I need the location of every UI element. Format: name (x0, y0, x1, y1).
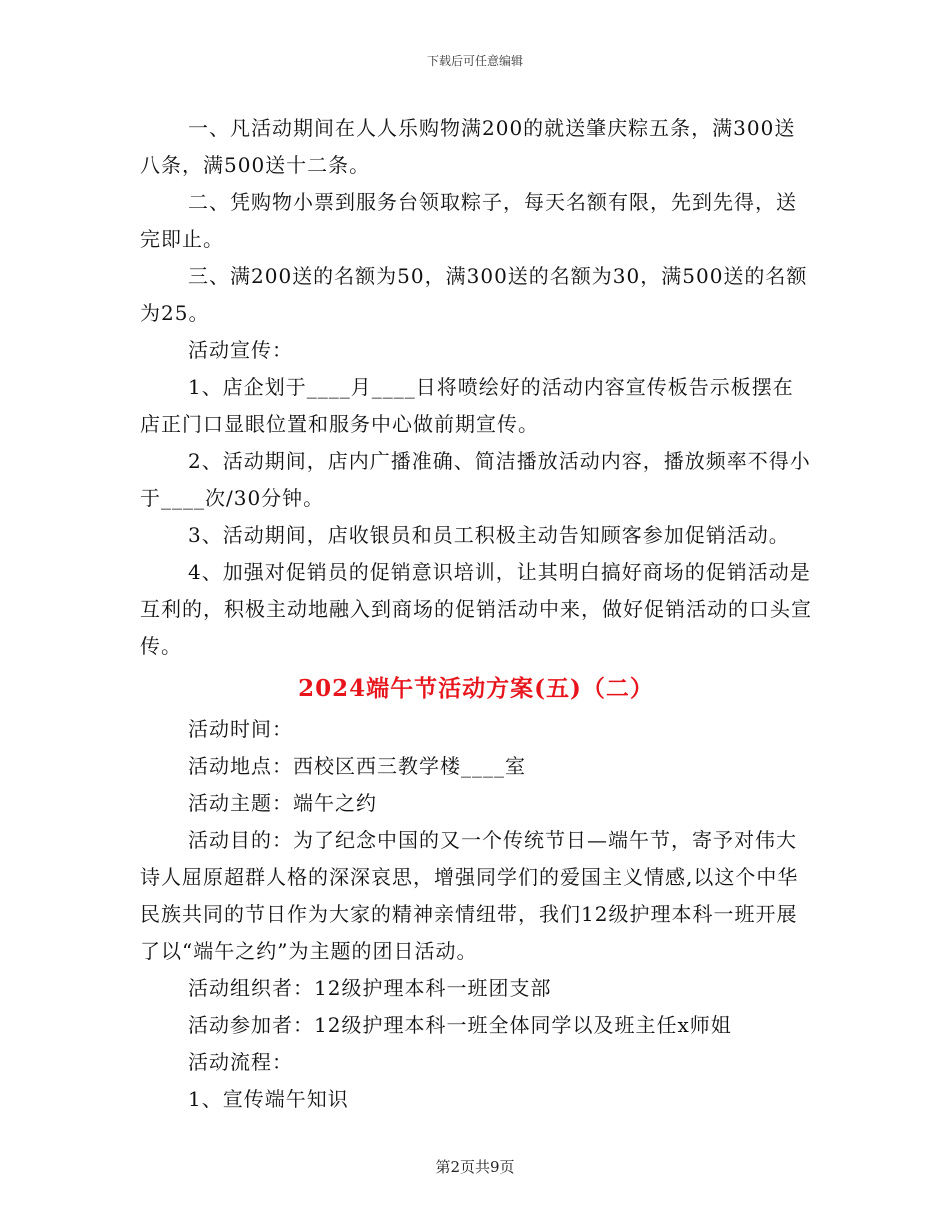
paragraph: 活动主题：端午之约 (188, 791, 377, 815)
page-number: 第2页共9页 (435, 1158, 515, 1176)
paragraph: 4、加强对促销员的促销意识培训，让其明白搞好商场的促销活动是互利的，积极主动地融入到商场的促销活动中来，做好促销活动的口头宣传。 (140, 560, 812, 658)
paragraph: 活动地点：西校区西三教学楼____室 (188, 754, 526, 778)
paragraph: 活动组织者：12级护理本科一班团支部 (188, 976, 552, 1000)
header-note: 下载后可任意编辑 (426, 54, 523, 68)
paragraph: 1、店企划于____月____日将喷绘好的活动内容宣传板告示板摆在店正门口显眼位置和服务中心做前期宣传。 (140, 375, 794, 436)
paragraph: 活动流程： (188, 1050, 293, 1074)
paragraph: 2、活动期间，店内广播准确、简洁播放活动内容，播放频率不得小于____次/30分钟。 (140, 449, 811, 510)
section-title: 2024端午节活动方案(五)（二） (298, 675, 654, 702)
paragraph: 3、活动期间，店收银员和员工积极主动告知顾客参加促销活动。 (188, 523, 790, 547)
paragraph: 活动目的：为了纪念中国的又一个传统节日—端午节，寄予对伟大诗人屈原超群人格的深深哀思，增强同学们的爱国主义情感,以这个中华民族共同的节日作为大家的精神亲情纽带，我们12级护理本科一班开展了以“端午之约”为主题的团日活动。 (140, 828, 799, 963)
paragraph: 活动参加者：12级护理本科一班全体同学以及班主任x师姐 (188, 1013, 732, 1037)
paragraph: 二、凭购物小票到服务台领取粽子，每天名额有限，先到先得，送完即止。 (140, 190, 797, 251)
paragraph: 1、宣传端午知识 (188, 1087, 349, 1111)
paragraph: 三、满200送的名额为50，满300送的名额为30，满500送的名额为25。 (140, 264, 808, 325)
paragraph: 活动宣传： (188, 338, 293, 362)
paragraph: 活动时间： (188, 717, 293, 741)
paragraph: 一、凡活动期间在人人乐购物满200的就送肇庆粽五条，满300送八条，满500送十二条。 (140, 116, 796, 177)
document-body (140, 110, 812, 1118)
